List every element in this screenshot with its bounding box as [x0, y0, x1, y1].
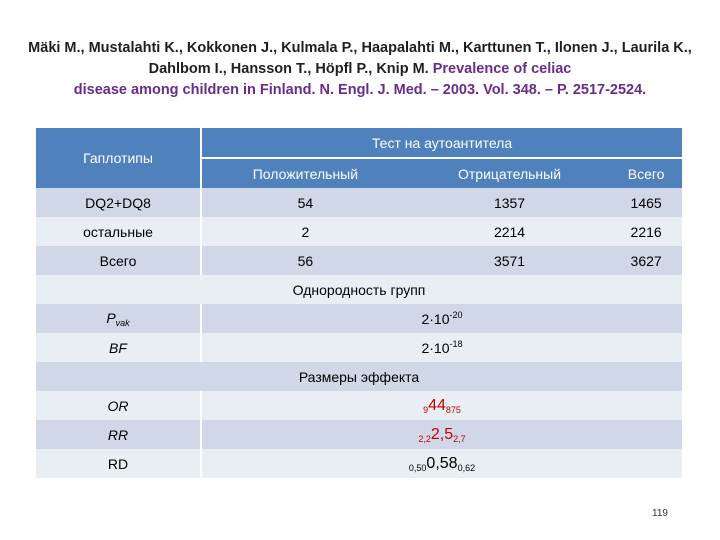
- or-low: 9: [423, 404, 429, 415]
- bf-label: BF: [36, 333, 201, 362]
- rd-label: RD: [36, 449, 201, 478]
- bf-value-exp: -18: [449, 339, 463, 349]
- header-negative: Отрицательный: [409, 158, 610, 188]
- bf-value-base: 2·10: [421, 340, 450, 356]
- page-number: 119: [652, 508, 668, 519]
- table-row: [36, 420, 682, 449]
- rd-high: 0,62: [457, 462, 476, 473]
- rd-value: [201, 449, 682, 478]
- cell: 3627: [610, 246, 682, 275]
- table-row: [36, 188, 682, 217]
- bf-value: [201, 333, 682, 362]
- homogeneity-title: Однородность групп: [36, 275, 682, 304]
- cell: 1357: [409, 188, 610, 217]
- header-antibody-test: Тест на аутоантитела: [201, 128, 682, 158]
- rr-low: 2,2: [418, 433, 431, 444]
- table-row: [36, 304, 682, 333]
- table-row: [36, 333, 682, 362]
- pvak-label: [36, 304, 201, 333]
- cell: 1465: [610, 188, 682, 217]
- cell: 2216: [610, 217, 682, 246]
- table-row: [36, 246, 682, 275]
- rr-main: 2,5: [430, 425, 454, 443]
- cell: 54: [201, 188, 409, 217]
- row-label: Всего: [36, 246, 201, 275]
- rr-value: [201, 420, 682, 449]
- effect-title: Размеры эффекта: [36, 362, 682, 391]
- cell: 2: [201, 217, 409, 246]
- citation-title-part1: Prevalence of celiac: [432, 61, 572, 77]
- row-label: DQ2+DQ8: [36, 188, 201, 217]
- cell: 3571: [409, 246, 610, 275]
- citation-journal: . N. Engl. J. Med. – 2003. Vol. 348. – P. 2517-2524.: [311, 82, 647, 98]
- or-label: OR: [36, 391, 201, 420]
- rr-label: RR: [36, 420, 201, 449]
- pvak-value: [201, 304, 682, 333]
- haplotype-table: [36, 128, 682, 478]
- table-row: [36, 449, 682, 478]
- pvak-label-sub: vak: [115, 317, 130, 328]
- pvak-value-exp: -20: [449, 310, 463, 320]
- or-value: [201, 391, 682, 420]
- rd-main: 0,58: [426, 454, 458, 472]
- header-positive: Положительный: [201, 158, 409, 188]
- table-row: [36, 217, 682, 246]
- cell: 56: [201, 246, 409, 275]
- pvak-label-main: P: [106, 309, 116, 326]
- or-main: 44: [428, 396, 446, 414]
- rr-high: 2,7: [453, 433, 466, 444]
- pvak-value-base: 2·10: [421, 311, 450, 327]
- rd-low: 0,50: [408, 462, 427, 473]
- citation-authors: Mäki M., Mustalahti K., Kokkonen J., Kulmala P., Haapalahti M., Karttunen T., Ilonen J., Laurila K., Dahlbom I., Hansson T., Höpfl P., Knip M.: [28, 40, 692, 77]
- header-haplotypes: Гаплотипы: [36, 128, 201, 188]
- table-row: [36, 391, 682, 420]
- citation: [20, 38, 700, 101]
- row-label: остальные: [36, 217, 201, 246]
- header-total: Всего: [610, 158, 682, 188]
- or-high: 875: [445, 404, 461, 415]
- citation-title-part2: disease among children in Finland: [73, 82, 312, 98]
- cell: 2214: [409, 217, 610, 246]
